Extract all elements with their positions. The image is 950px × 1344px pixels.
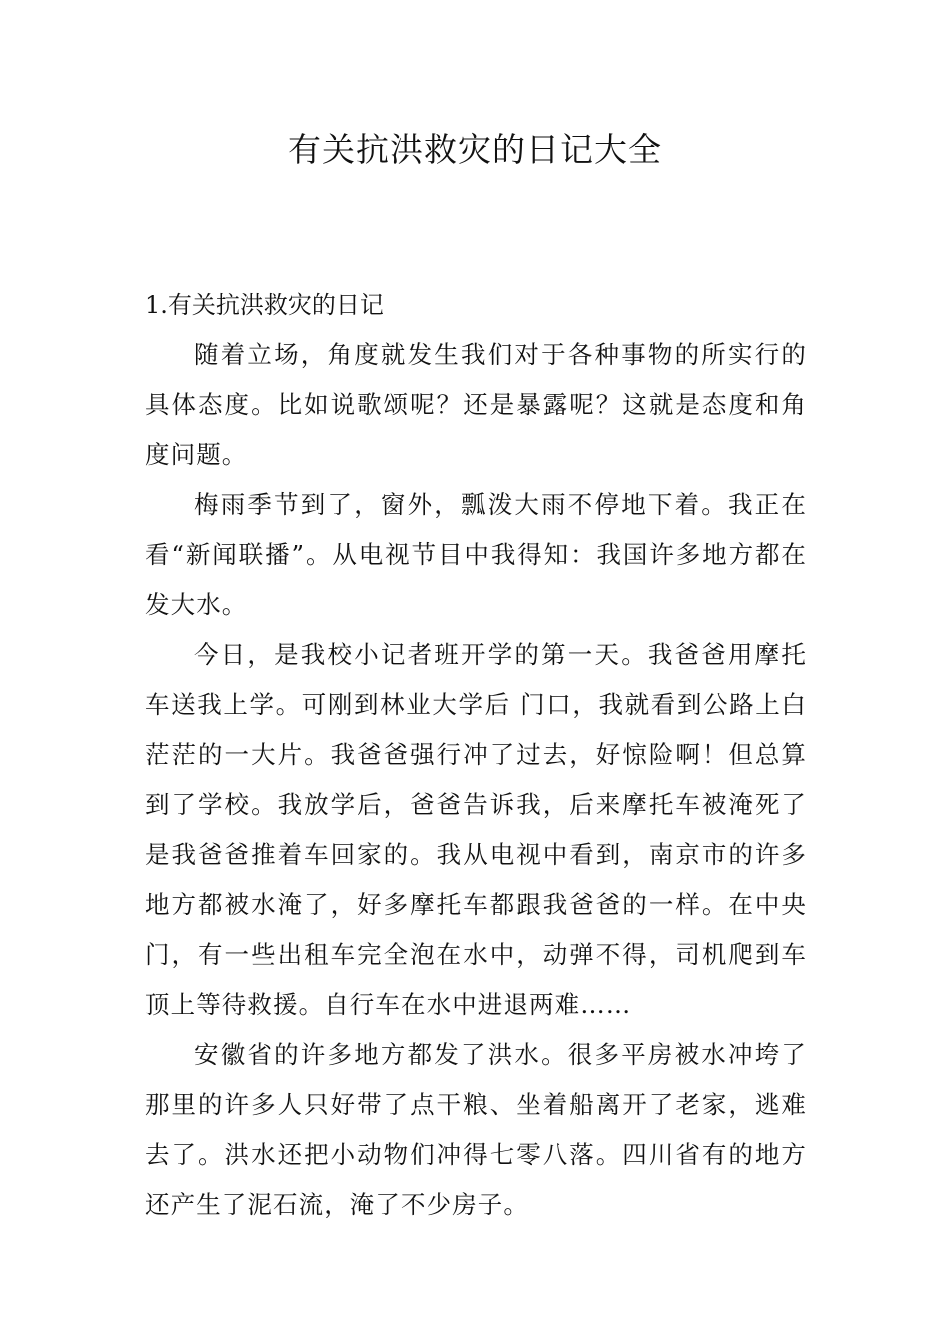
paragraph-1: 随着立场，角度就发生我们对于各种事物的所实行的具体态度。比如说歌颂呢？还是暴露呢？这就是态度和角度问题。 bbox=[145, 340, 807, 469]
document-body bbox=[145, 280, 807, 1230]
paragraph-2: 梅雨季节到了，窗外，瓢泼大雨不停地下着。我正在看“新闻联播”。从电视节目中我得知：我国许多地方都在发大水。 bbox=[145, 490, 807, 619]
section-heading: 1.有关抗洪救灾的日记 bbox=[145, 291, 384, 319]
paragraph-4: 安徽省的许多地方都发了洪水。很多平房被水冲垮了那里的许多人只好带了点干粮、坐着船离开了老家，逃难去了。洪水还把小动物们冲得七零八落。四川省有的地方还产生了泥石流，淹了不少房子。 bbox=[145, 1040, 807, 1219]
paragraph-3: 今日，是我校小记者班开学的第一天。我爸爸用摩托车送我上学。可刚到林业大学后 门口，我就看到公路上白茫茫的一大片。我爸爸强行冲了过去，好惊险啊！但总算到了学校。我放学后，爸爸告诉我，后来摩托车被淹死了是我爸爸推着车回家的。我从电视中看到，南京市的许多地方都被水淹了，好多摩托车都跟我爸爸的一样。在中央门，有一些出租车完全泡在水中，动弹不得，司机爬到车顶上等待救援。自行车在水中进退两难…… bbox=[145, 640, 807, 1019]
document-title: 有关抗洪救灾的日记大全 bbox=[288, 130, 662, 169]
